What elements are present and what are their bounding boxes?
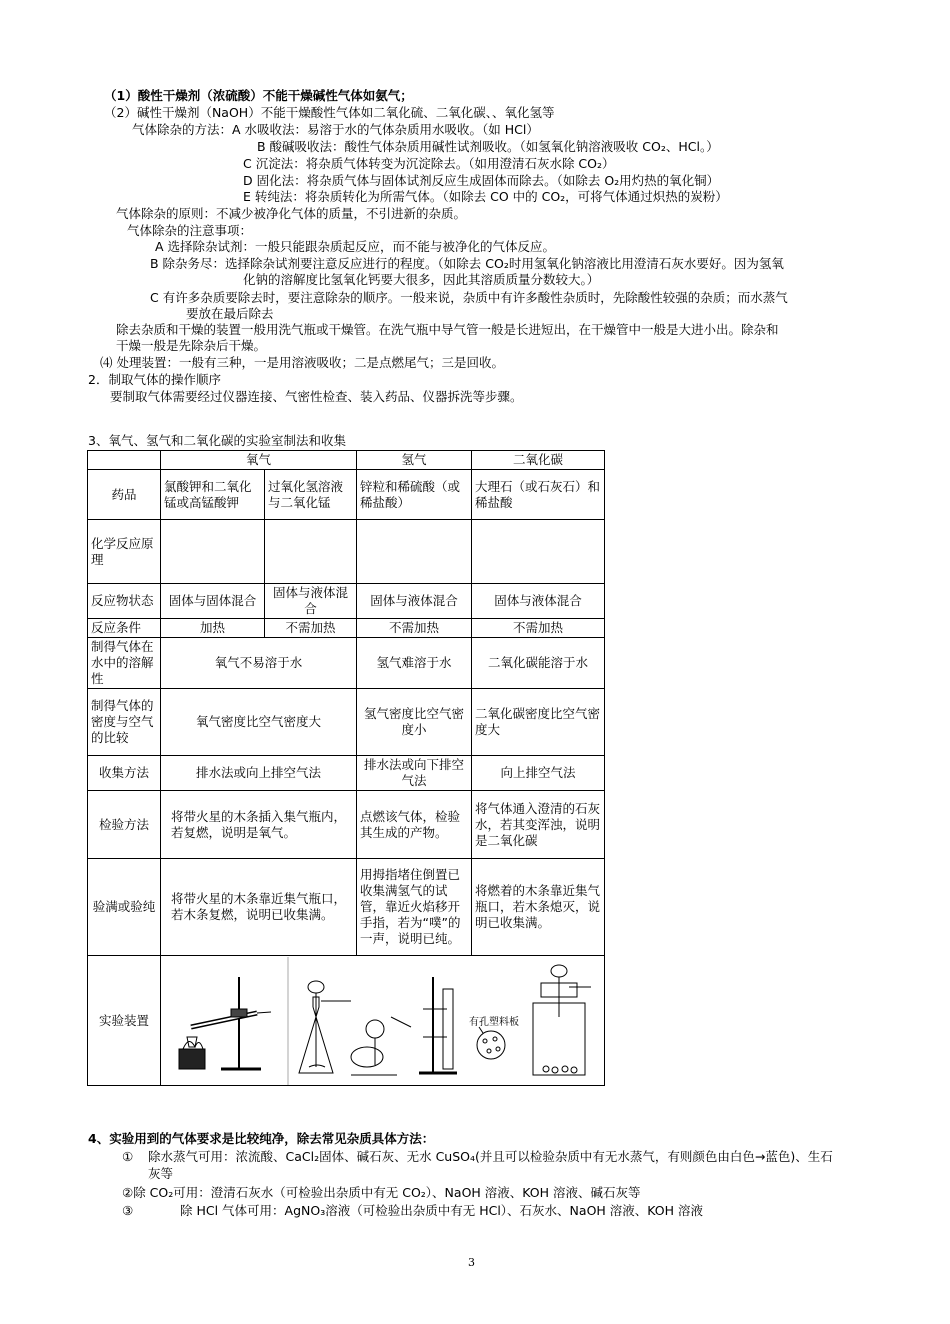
table-cell: 排水法或向下排空气法 xyxy=(357,756,472,791)
table-cell: 氢气密度比空气密度小 xyxy=(357,689,472,756)
table-cell: 不需加热 xyxy=(472,619,605,638)
table-cell: 氧气不易溶于水 xyxy=(161,638,357,689)
table-cell: 过氧化氢溶液与二氧化锰 xyxy=(265,470,357,520)
table-cell: 固体与液体混合 xyxy=(265,584,357,619)
table-corner-cell xyxy=(88,451,161,470)
stand-apparatus-icon xyxy=(419,977,457,1073)
apparatus-illustrations xyxy=(161,957,601,1085)
table-row xyxy=(88,470,605,520)
table-cell-empty xyxy=(161,520,265,584)
item1-line2: 灰等 xyxy=(148,1166,174,1181)
table-cell: 用拇指堵住倒置已收集满氢气的试管，靠近火焰移开手指，若为“噗”的一声，说明已纯。 xyxy=(357,859,472,956)
flask-apparatus-icon xyxy=(299,981,351,1073)
removal-methods-b: B 酸碱吸收法：酸性气体杂质用碱性试剂吸收。（如氢氧化钠溶液吸收 CO₂、HCl。） xyxy=(257,139,719,154)
table-header-row xyxy=(88,451,605,470)
table-cell: 二氧化碳密度比空气密度大 xyxy=(472,689,605,756)
table-row xyxy=(88,520,605,584)
table-cell: 将带火星的木条靠近集气瓶口，若木条复燃，说明已收集满。 xyxy=(161,859,357,956)
table-cell-empty xyxy=(357,520,472,584)
item1-line1: 除水蒸气可用：浓流酸、CaCl₂固体、碱石灰、无水 CuSO₄(并且可以检验杂质中有无水蒸气，有则颜色由白色→蓝色)、生石 xyxy=(148,1149,833,1164)
heating-apparatus-icon xyxy=(179,977,271,1069)
col-hydrogen: 氢气 xyxy=(357,451,472,470)
table-cell: 氧气密度比空气密度大 xyxy=(161,689,357,756)
table-row xyxy=(88,638,605,689)
row-label-test: 检验方法 xyxy=(88,791,161,859)
table-row xyxy=(88,756,605,791)
row-label-drug: 药品 xyxy=(88,470,161,520)
table-cell: 将燃着的木条靠近集气瓶口，若木条熄灭，说明已收集满。 xyxy=(472,859,605,956)
removal-methods-e: E 转纯法：将杂质转化为所需气体。（如除去 CO 中的 CO₂，可将气体通过炽热的炭粉） xyxy=(243,189,728,204)
treatment-note: ⑷ 处理装置：一般有三种，一是用溶液吸收；二是点燃尾气；三是回收。 xyxy=(100,355,504,370)
notes-c-line2: 要放在最后除去 xyxy=(186,306,274,321)
table-row xyxy=(88,791,605,859)
table-cell: 固体与液体混合 xyxy=(357,584,472,619)
notes-a: A 选择除杂试剂：一般只能跟杂质起反应，而不能与被净化的气体反应。 xyxy=(155,239,556,254)
row-label-state: 反应物状态 xyxy=(88,584,161,619)
drying-note-1: （1）酸性干燥剂（浓硫酸）不能干燥碱性气体如氨气； xyxy=(104,88,413,103)
page-number: 3 xyxy=(468,1256,475,1269)
perforated-plate-icon xyxy=(477,1027,505,1059)
section2-text: 要制取气体需要经过仪器连接、气密性检查、装入药品、仪器拆洗等步骤。 xyxy=(110,389,523,404)
bottle-apparatus-icon xyxy=(533,965,591,1075)
table-cell: 排水法或向上排空气法 xyxy=(161,756,357,791)
removal-methods-c: C 沉淀法：将杂质气体转变为沉淀除去。（如用澄清石灰水除 CO₂） xyxy=(243,156,615,171)
drying-note-2: （2）碱性干燥剂（NaOH）不能干燥酸性气体如二氧化硫、二氧化碳、、氧化氢等 xyxy=(104,105,555,120)
row-label-collect: 收集方法 xyxy=(88,756,161,791)
table-row xyxy=(88,584,605,619)
item1-number: ① xyxy=(122,1149,134,1164)
notes-title: 气体除杂的注意事项： xyxy=(127,223,253,238)
row-label-principle: 化学反应原理 xyxy=(88,520,161,584)
table-cell: 氯酸钾和二氧化锰或高锰酸钾 xyxy=(161,470,265,520)
table-cell: 二氧化碳能溶于水 xyxy=(472,638,605,689)
table-cell: 不需加热 xyxy=(357,619,472,638)
row-label-condition: 反应条件 xyxy=(88,619,161,638)
table-cell: 大理石（或石灰石）和稀盐酸 xyxy=(472,470,605,520)
removal-methods-a: 气体除杂的方法：A 水吸收法：易溶于水的气体杂质用水吸收。（如 HCl） xyxy=(132,122,539,137)
notes-b-line2: 化钠的溶解度比氢氧化钙要大很多，因此其溶质质量分数较大。） xyxy=(243,272,600,287)
item3-number: ③ xyxy=(122,1203,134,1218)
removal-principle: 气体除杂的原则：不减少被净化气体的质量，不引进新的杂质。 xyxy=(116,206,467,221)
removal-methods-d: D 固化法：将杂质气体与固体试剂反应生成固体而除去。（如除去 O₂用灼热的氧化铜） xyxy=(243,173,720,188)
section3-heading: 3、氧气、氢气和二氧化碳的实验室制法和收集 xyxy=(88,433,346,448)
table-cell: 将气体通入澄清的石灰水，若其变浑浊，说明是二氧化碳 xyxy=(472,791,605,859)
table-row xyxy=(88,619,605,638)
table-cell: 氢气难溶于水 xyxy=(357,638,472,689)
apparatus-note-1: 除去杂质和干燥的装置一般用洗气瓶或干燥管。在洗气瓶中导气管一般是长进短出，在干燥管中一般是大进小出。除杂和 xyxy=(116,322,779,337)
table-row xyxy=(88,689,605,756)
table-cell: 锌粒和稀硫酸（或稀盐酸） xyxy=(357,470,472,520)
perforated-plate-label: 有孔塑料板 xyxy=(469,1016,519,1028)
notes-b-line1: B 除杂务尽：选择除杂试剂要注意反应进行的程度。（如除去 CO₂时用氢氧化钠溶液比用澄清石灰水要好。因为氢氧 xyxy=(150,256,784,271)
row-label-density: 制得气体的密度与空气的比较 xyxy=(88,689,161,756)
section4-heading: 4、实验用到的气体要求是比较纯净，除去常见杂质具体方法： xyxy=(88,1131,435,1146)
table-cell: 点燃该气体，检验其生成的产物。 xyxy=(357,791,472,859)
col-oxygen: 氧气 xyxy=(161,451,357,470)
table-cell: 固体与液体混合 xyxy=(472,584,605,619)
section2-heading: 2．制取气体的操作顺序 xyxy=(88,372,221,387)
item3: 除 HCl 气体可用：AgNO₃溶液（可检验出杂质中有无 HCl）、石灰水、NaOH 溶液、KOH 溶液 xyxy=(180,1203,704,1218)
table-cell-empty xyxy=(265,520,357,584)
gas-preparation-table xyxy=(87,450,605,1086)
table-cell: 不需加热 xyxy=(265,619,357,638)
col-co2: 二氧化碳 xyxy=(472,451,605,470)
table-row xyxy=(88,956,605,1086)
funnel-apparatus-icon xyxy=(351,1017,411,1075)
row-label-solubility: 制得气体在水中的溶解性 xyxy=(88,638,161,689)
row-label-full: 验满或验纯 xyxy=(88,859,161,956)
table-cell: 将带火星的木条插入集气瓶内，若复燃，说明是氧气。 xyxy=(161,791,357,859)
row-label-apparatus: 实验装置 xyxy=(88,956,161,1086)
item2: ②除 CO₂可用：澄清石灰水（可检验出杂质中有无 CO₂）、NaOH 溶液、KOH 溶液、碱石灰等 xyxy=(122,1185,641,1200)
apparatus-cell xyxy=(161,956,605,1086)
table-cell: 固体与固体混合 xyxy=(161,584,265,619)
table-cell: 向上排空气法 xyxy=(472,756,605,791)
table-cell-empty xyxy=(472,520,605,584)
notes-c-line1: C 有许多杂质要除去时，要注意除杂的顺序。一般来说，杂质中有许多酸性杂质时，先除酸性较强的杂质；而水蒸气 xyxy=(150,290,788,305)
table-row xyxy=(88,859,605,956)
apparatus-note-2: 干燥一般是先除杂后干燥。 xyxy=(116,338,267,353)
table-cell: 加热 xyxy=(161,619,265,638)
